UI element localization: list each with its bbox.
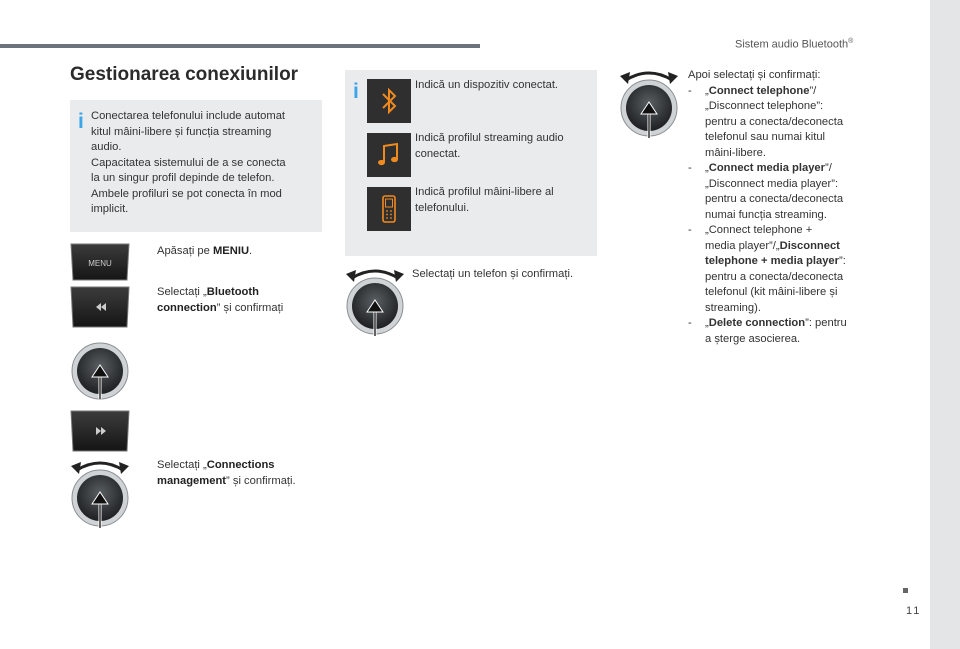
- list-item: - „Delete connection”: pentru a șterge asocierea.: [688, 317, 847, 345]
- handsfree-description: Indică profilul mâini-libere al telefonului.: [415, 186, 554, 214]
- list-item: - „Connect telephone + media player”/„Disconnect telephone + media player”: pentru a conecta/deconecta telefonul (kit mâini-libere și streaming).: [688, 224, 846, 314]
- knob-rotate-options: [618, 68, 680, 145]
- knob-press-image: [70, 341, 130, 406]
- mobile-phone-icon: [367, 187, 411, 231]
- music-note-icon: [367, 133, 411, 177]
- info-icon: i: [78, 110, 84, 133]
- section-title: Sistem audio Bluetooth®: [735, 38, 854, 51]
- previous-button-image: [69, 285, 131, 334]
- page-side-strip: [930, 0, 960, 649]
- page-title: Gestionarea conexiunilor: [70, 64, 299, 85]
- info-icon: i: [353, 80, 359, 103]
- bluetooth-icon: [367, 79, 411, 123]
- page-number: 11: [906, 605, 922, 617]
- next-button-image: [69, 409, 131, 458]
- step-press-menu: Apăsați pe MENIU.: [157, 245, 253, 257]
- menu-button-image: [69, 242, 131, 287]
- step-select-phone: Selectați un telefon și confirmați.: [412, 268, 574, 280]
- header-bar: [0, 44, 480, 48]
- options-list: [688, 68, 878, 347]
- info-box-connection: [70, 100, 322, 232]
- streaming-description: Indică profilul streaming audio conectat.: [415, 132, 564, 160]
- menu-button-label: MENU: [88, 259, 112, 268]
- info-text: Conectarea telefonului include automat kitul mâini-libere și funcția streaming audio. Capacitatea sistemului de a se conecta la un singur profil depinde de telefon. Ambele profiluri se pot conecta în mod implicit.: [91, 110, 286, 215]
- list-item: - „Connect media player”/ „Disconnect media player”: pentru a conecta/deconecta numai funcția streaming.: [688, 162, 844, 221]
- list-item: - „Connect telephone”/ „Disconnect telephone”: pentru a conecta/deconecta telefonul sau numai kitul mâini-libere.: [688, 84, 844, 159]
- options-intro: Apoi selectați și confirmați:: [688, 69, 821, 81]
- page-marker: [903, 588, 908, 593]
- step-connections-management: Selectați „Connections management” și confirmați.: [157, 459, 296, 487]
- step-bluetooth-connection: Selectați „Bluetooth connection” și confirmați: [157, 286, 284, 314]
- bluetooth-description: Indică un dispozitiv conectat.: [415, 79, 559, 91]
- knob-rotate-image: [69, 458, 131, 535]
- knob-rotate-select-phone: [344, 266, 406, 343]
